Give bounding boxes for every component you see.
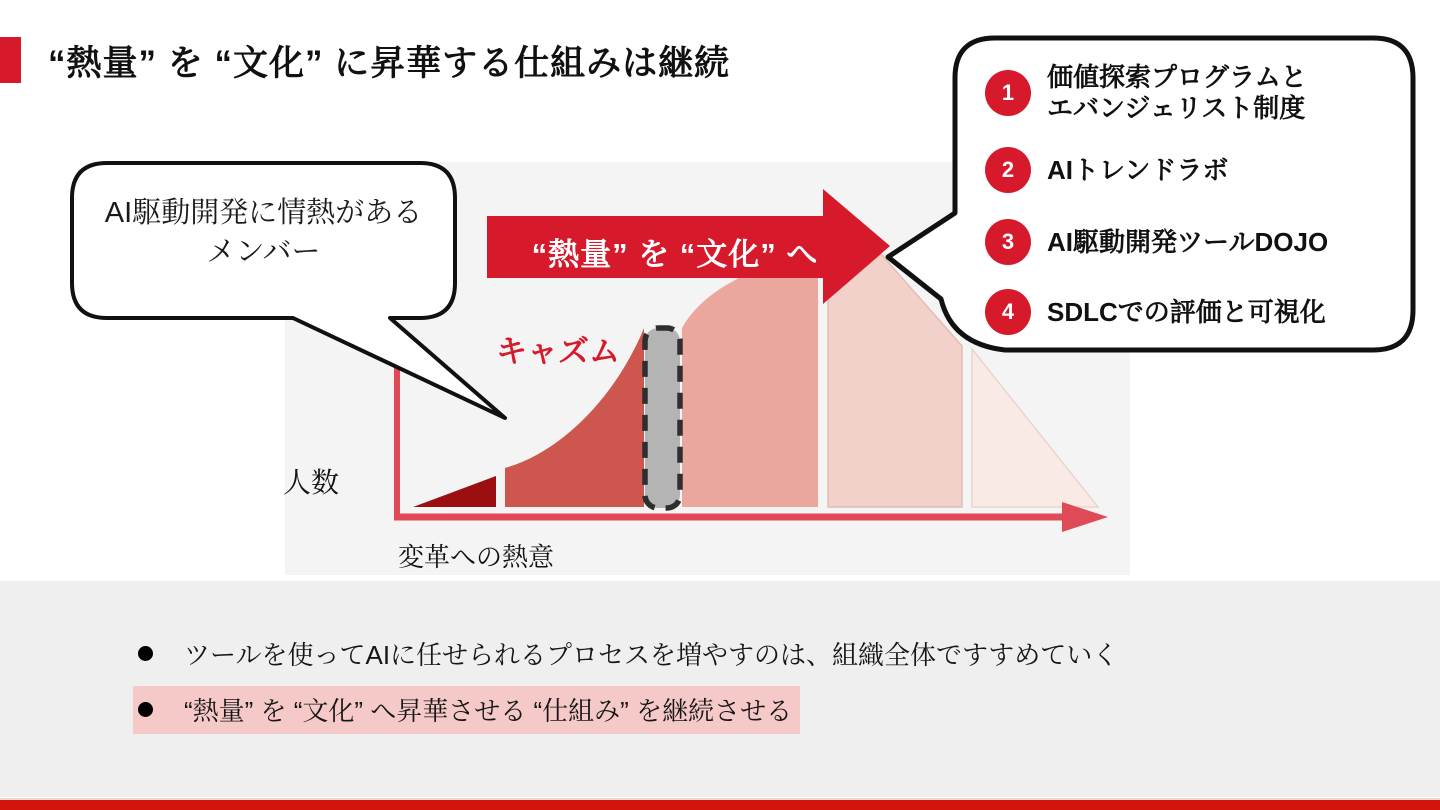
- callout-item-2-text: [1047, 155, 1387, 186]
- callout-item-2-line1: AIトレンドラボ: [1047, 155, 1229, 185]
- x-axis-label: 変革への熱意: [398, 542, 555, 572]
- callout-number-badge-3: 3: [985, 219, 1031, 265]
- summary-bullet-2: [133, 686, 800, 734]
- segment-innovators: [413, 476, 496, 507]
- bullet-dot-icon: [138, 646, 153, 661]
- summary-bullet-1: [133, 630, 1126, 678]
- segment-laggards: [972, 349, 1098, 507]
- page-title: “熱量” を “文化” に昇華する仕組みは継続: [48, 44, 731, 83]
- speech-bubble-text: [72, 194, 455, 272]
- flow-arrow-label: “熱量” を “文化” へ: [531, 237, 819, 272]
- callout-number-badge-2: 2: [985, 147, 1031, 193]
- callout-item-1-line1: 価値探索プログラムと: [1047, 62, 1307, 92]
- callout-number-badge-1: 1: [985, 70, 1031, 116]
- chasm-label: キャズム: [496, 334, 620, 369]
- bullet-dot-icon: [138, 702, 153, 717]
- callout-item-1-text: [1047, 62, 1387, 124]
- callout-item-4-text: [1047, 297, 1387, 328]
- y-axis-label: 人数: [283, 467, 340, 498]
- footer-accent-bar: [0, 798, 1440, 810]
- callout-number-badge-4: 4: [985, 289, 1031, 335]
- segment-early-majority: [682, 257, 818, 507]
- callout-item-3-text: [1047, 227, 1387, 258]
- callout-item-3-line1: AI駆動開発ツールDOJO: [1047, 227, 1329, 257]
- callout-item-1-line2: エバンジェリスト制度: [1047, 93, 1306, 123]
- summary-bullet-1-text: ツールを使ってAIに任せられるプロセスを増やすのは、組織全体ですすめていく: [184, 640, 1119, 670]
- speech-bubble-line2: メンバー: [206, 236, 321, 268]
- chasm-marker: [645, 328, 680, 508]
- summary-bullet-2-text: “熱量” を “文化” へ昇華させる “仕組み” を継続させる: [184, 696, 793, 726]
- callout-item-4-line1: SDLCでの評価と可視化: [1047, 297, 1326, 327]
- speech-bubble-line1: AI駆動開発に情熱がある: [104, 197, 423, 229]
